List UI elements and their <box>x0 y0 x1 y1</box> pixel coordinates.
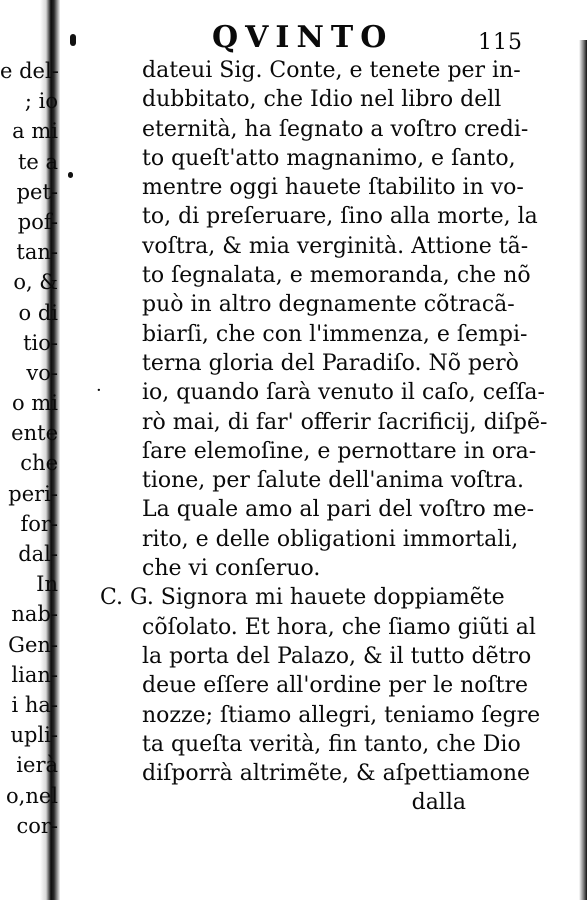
facing-page-line: peri- <box>8 481 58 506</box>
text-line: La quale amo al pari del voſtro me- <box>142 497 535 523</box>
facing-page-line: i ha- <box>11 692 58 717</box>
facing-page-line: te a <box>17 149 58 174</box>
facing-page-line: ; io <box>24 89 58 114</box>
page-edge-shadow <box>579 40 587 900</box>
text-line: rito, e delle obligationi immortali, <box>142 526 519 552</box>
facing-page-line: for- <box>20 511 58 536</box>
facing-page-line: tio- <box>23 330 58 355</box>
text-line: può in altro degnamente cõtracã- <box>142 292 515 318</box>
main-text-block <box>100 56 548 818</box>
text-line: dubbitato, che Idio nel libro dell <box>142 87 502 113</box>
facing-page-line: a mi <box>12 119 58 144</box>
facing-page-line: o,nel <box>6 783 58 808</box>
facing-page-line: upli- <box>10 723 58 748</box>
page-number: 115 <box>478 30 523 55</box>
text-line: terna gloria del Paradiſo. Nõ però <box>142 350 519 376</box>
facing-page-line: pof- <box>17 209 58 234</box>
text-line: io, quando ſarà venuto il caſo, ceſſa- <box>142 380 545 406</box>
text-line: voſtra, & mia verginità. Attione tã- <box>142 233 529 259</box>
facing-page-line: o di <box>18 300 58 325</box>
text-line: diſporrà altrimẽte, & aſpettiamone <box>142 761 531 787</box>
facing-page-line: lian- <box>11 662 58 687</box>
text-line: to, di preſeruare, ſino alla morte, la <box>142 204 538 230</box>
text-line: nozze; ſtiamo allegri, teniamo ſegre <box>142 702 541 728</box>
facing-page-line: e del- <box>0 59 59 83</box>
facing-page-line: che <box>20 451 58 476</box>
facing-page-line: ierà <box>16 753 58 778</box>
text-line: rò mai, di far' offerir ſacrificij, diſpẽ- <box>142 409 548 435</box>
text-line: eternità, ha ſegnato a voſtro credi- <box>142 116 529 142</box>
facing-page-line: Gen- <box>8 632 58 657</box>
facing-page-line: o mi <box>12 391 58 416</box>
text-line: mentre oggi hauete ſtabilito in vo- <box>142 175 524 201</box>
facing-page-line: o, & <box>13 270 58 295</box>
margin-mark: · <box>96 380 102 401</box>
text-line: che vi conſeruo. <box>142 556 321 582</box>
facing-page-line: ente <box>11 421 58 446</box>
facing-page-line: nab- <box>11 602 58 627</box>
speaker-line: C. G. Signora mi hauete doppiamẽte <box>100 585 505 611</box>
facing-page-line: pet- <box>16 179 58 204</box>
text-line: biarſi, che con l'immenza, e ſempi- <box>142 321 528 347</box>
facing-page-line: vo- <box>26 360 58 385</box>
text-line: cõſolato. Et hora, che ſiamo giũti al <box>142 614 536 640</box>
text-line: to ſegnalata, e memoranda, che nõ <box>142 263 531 289</box>
text-line: deue eſſere all'ordine per le noſtre <box>142 673 529 699</box>
running-title: QVINTO <box>212 20 394 55</box>
text-line: dateui Sig. Conte, e tenete per in- <box>142 58 521 83</box>
catchword: dalla <box>411 790 466 816</box>
text-line: tione, per ſalute dell'anima voſtra. <box>142 468 525 494</box>
facing-page-line: tan- <box>16 240 58 265</box>
facing-page-line: cor- <box>16 813 58 838</box>
ink-spot <box>68 172 73 178</box>
facing-page-fragments <box>0 56 64 841</box>
text-line: to queſt'atto magnanimo, e ſanto, <box>142 145 516 171</box>
ink-spot <box>70 34 76 46</box>
facing-page-line: dal- <box>18 542 58 566</box>
text-line: ſare elemoſine, e pernottare in ora- <box>142 438 537 464</box>
text-line: la porta del Palazo, & il tutto dẽtro <box>142 643 532 669</box>
text-line: ta queſta verità, fin tanto, che Dio <box>142 731 521 757</box>
facing-page-line: In <box>36 572 58 597</box>
